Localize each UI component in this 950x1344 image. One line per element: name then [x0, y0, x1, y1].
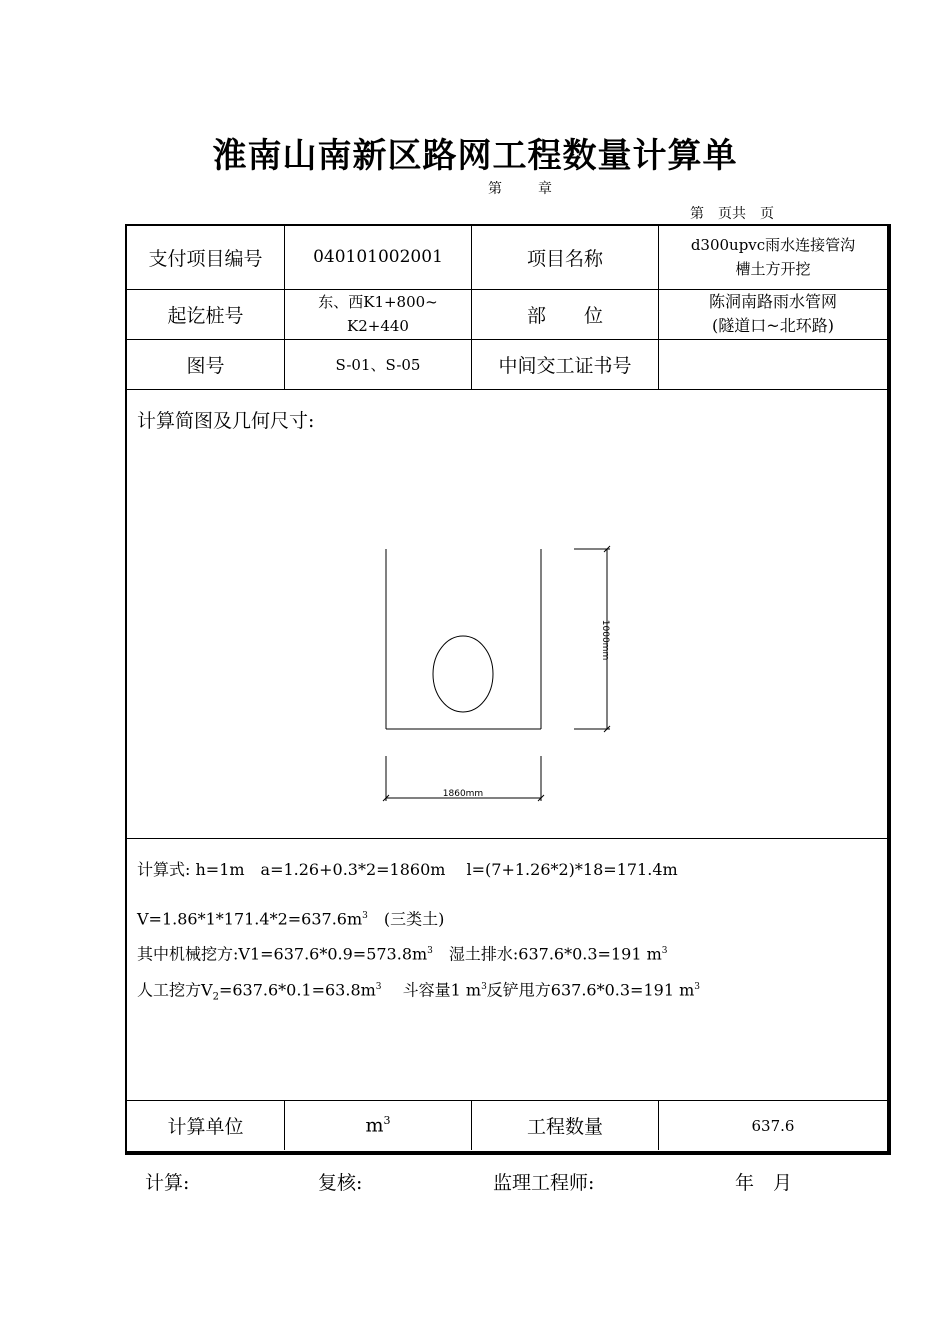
drawing-label: 图号 — [127, 339, 285, 389]
cert-value — [659, 339, 888, 389]
calc-line-1: 计算式: h=1m a=1.26+0.3*2=1860m l=(7+1.26*2)*18=171.4m — [137, 860, 678, 879]
pay-item-label: 支付项目编号 — [127, 226, 285, 289]
quantity-label: 工程数量 — [472, 1101, 659, 1151]
header-table — [127, 226, 887, 390]
height-dim-text: 1000mm — [600, 619, 610, 661]
pipe-section — [433, 636, 493, 712]
sketch-area — [127, 386, 887, 839]
page-info-a: 第 — [690, 206, 704, 222]
footer-table — [127, 1100, 887, 1150]
location-value — [659, 289, 888, 339]
station-line2: K2+440 — [347, 317, 409, 335]
page-info-c: 页 — [760, 206, 774, 222]
chapter-suffix: 章 — [538, 181, 552, 197]
trench-sketch — [127, 386, 887, 838]
document-title: 淮南山南新区路网工程数量计算单 — [212, 136, 738, 176]
calculation-block — [137, 854, 700, 1013]
location-line2: (隧道口~北环路) — [712, 316, 834, 335]
station-label: 起讫桩号 — [127, 289, 285, 339]
project-name-line2: 槽土方开挖 — [735, 260, 811, 279]
project-name-label: 项目名称 — [472, 226, 659, 289]
calc-line-4: 人工挖方$V_2=637.6*0.1=63.8m^3$ 斗容量1 $m^3$反铲甩方637.6*0.3=191 $m^3$ — [137, 979, 700, 1003]
form-frame — [125, 224, 891, 1155]
page-info — [690, 203, 788, 223]
location-line1: 陈洞南路雨水管网 — [708, 292, 837, 311]
chapter-line — [0, 178, 950, 198]
station-value — [285, 289, 472, 339]
sign-supervisor: 监理工程师: — [493, 1172, 595, 1194]
pay-item-value: 040101002001 — [285, 226, 472, 289]
width-dim-text: 1860mm — [442, 789, 484, 799]
project-name-value — [659, 226, 888, 289]
sketch-label: 计算简图及几何尺寸: — [137, 410, 315, 432]
sign-date: 年 月 — [735, 1172, 793, 1194]
drawing-value: S-01、S-05 — [285, 339, 472, 389]
unit-label: 计算单位 — [127, 1101, 285, 1151]
calc-line-2: $V=1.86*1*171.4*2=637.6m^3$ (三类土) — [137, 909, 445, 929]
chapter-prefix: 第 — [488, 181, 502, 197]
unit-value: $m^3$ — [285, 1101, 472, 1151]
sign-review: 复核: — [318, 1172, 363, 1194]
station-line1: 东、西K1+800~ — [318, 293, 438, 311]
sign-calc: 计算: — [145, 1172, 190, 1194]
page-info-b: 页共 — [718, 206, 746, 222]
project-name-line1: d300upvc雨水连接管沟 — [690, 236, 856, 255]
quantity-value: 637.6 — [659, 1101, 888, 1151]
location-label: 部 位 — [472, 289, 659, 339]
cert-label: 中间交工证书号 — [472, 339, 659, 389]
calc-line-3: 其中机械挖方$:V1=637.6*0.9=573.8m^3$ 湿土排水:637.6*0.3=191 $m^3$ — [137, 944, 668, 964]
